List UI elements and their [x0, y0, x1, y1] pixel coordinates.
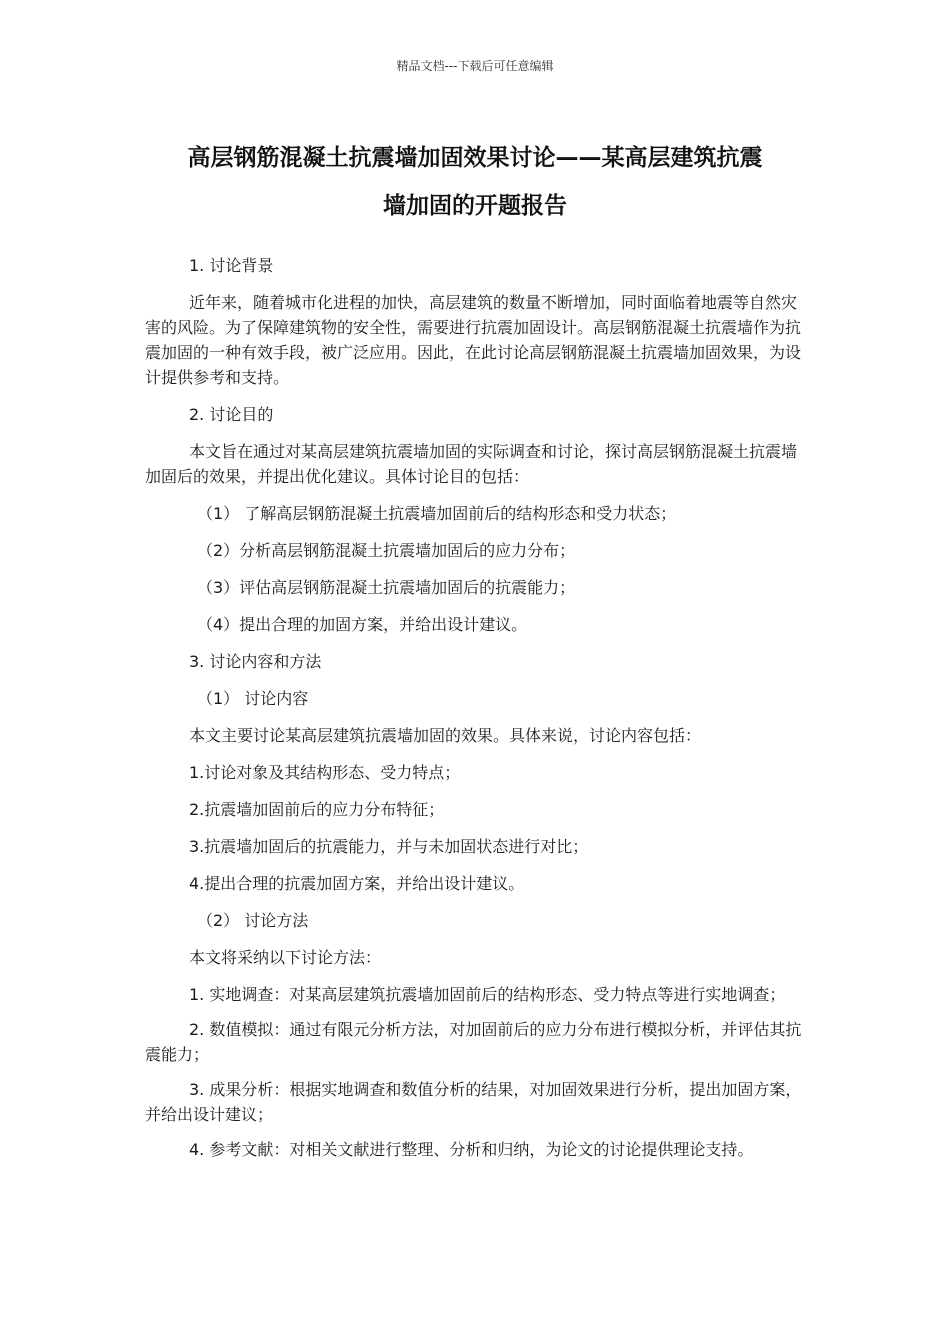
- document-body: [145, 253, 810, 1172]
- subsection-heading-method: （2） 讨论方法: [197, 911, 309, 930]
- purpose-item-4: （4）提出合理的加固方案，并给出设计建议。: [197, 615, 528, 634]
- title-line-1: 高层钢筋混凝土抗震墙加固效果讨论——某高层建筑抗震: [187, 145, 763, 171]
- document-title: [140, 134, 810, 230]
- section-heading-background: 1. 讨论背景: [189, 256, 274, 275]
- method-item-4: 4. 参考文献：对相关文献进行整理、分析和归纳，为论文的讨论提供理论支持。: [189, 1140, 754, 1159]
- content-item-4: 4.提出合理的抗震加固方案，并给出设计建议。: [189, 874, 525, 893]
- purpose-item-2: （2）分析高层钢筋混凝土抗震墙加固后的应力分布；: [197, 541, 576, 560]
- method-item-1: 1. 实地调查：对某高层建筑抗震墙加固前后的结构形态、受力特点等进行实地调查；: [189, 985, 786, 1004]
- title-line-2: 墙加固的开题报告: [383, 193, 567, 219]
- paragraph-method-intro: 本文将采纳以下讨论方法：: [189, 948, 382, 967]
- content-item-2: 2.抗震墙加固前后的应力分布特征；: [189, 800, 445, 819]
- method-item-2: 2. 数值模拟：通过有限元分析方法，对加固前后的应力分布进行模拟分析，并评估其抗震能力；: [145, 1020, 802, 1064]
- subsection-heading-content: （1） 讨论内容: [197, 689, 309, 708]
- paragraph-content-intro: 本文主要讨论某高层建筑抗震墙加固的效果。具体来说，讨论内容包括：: [189, 726, 702, 745]
- paragraph-purpose: 本文旨在通过对某高层建筑抗震墙加固的实际调查和讨论，探讨高层钢筋混凝土抗震墙加固后的效果，并提出优化建议。具体讨论目的包括：: [145, 442, 798, 486]
- paragraph-background: 近年来，随着城市化进程的加快，高层建筑的数量不断增加，同时面临着地震等自然灾害的风险。为了保障建筑物的安全性，需要进行抗震加固设计。高层钢筋混凝土抗震墙作为抗震加固的一种有效手段，被广泛应用。因此，在此讨论高层钢筋混凝土抗震墙加固效果，为设计提供参考和支持。: [145, 293, 802, 387]
- section-heading-content-method: 3. 讨论内容和方法: [189, 652, 322, 671]
- purpose-item-3: （3）评估高层钢筋混凝土抗震墙加固后的抗震能力；: [197, 578, 576, 597]
- section-heading-purpose: 2. 讨论目的: [189, 405, 274, 424]
- content-item-1: 1.讨论对象及其结构形态、受力特点；: [189, 763, 461, 782]
- purpose-item-1: （1） 了解高层钢筋混凝土抗震墙加固前后的结构形态和受力状态；: [197, 504, 677, 523]
- content-item-3: 3.抗震墙加固后的抗震能力，并与未加固状态进行对比；: [189, 837, 589, 856]
- method-item-3: 3. 成果分析：根据实地调查和数值分析的结果，对加固效果进行分析，提出加固方案，并给出设计建议；: [145, 1080, 802, 1124]
- header-note: 精品文档---下载后可任意编辑: [396, 59, 554, 73]
